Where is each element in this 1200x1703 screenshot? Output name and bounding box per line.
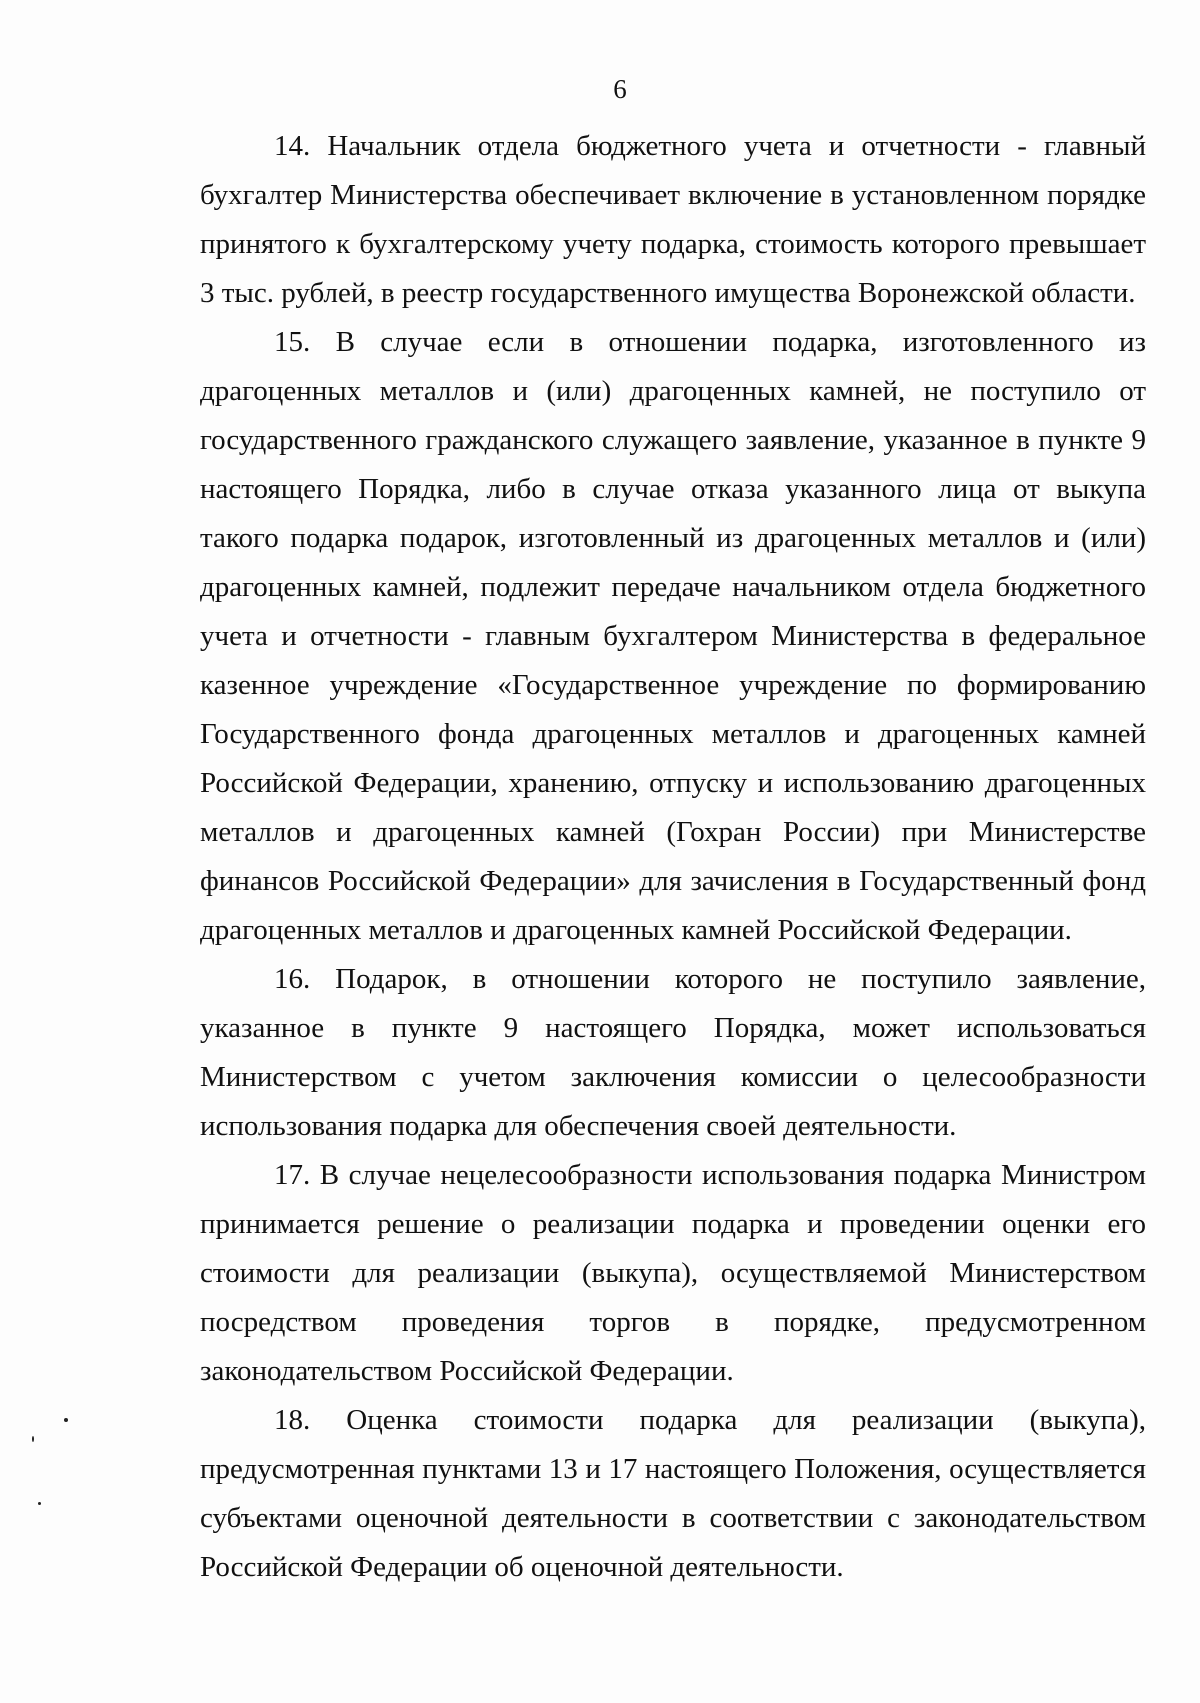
paragraph-17: 17. В случае нецелесообразности использования подарка Министром принимается решение о реализации подарка и проведении оценки его стоимости для реализации (выкупа), осуществляемой Министерством посредством проведения торгов в порядке, предусмотренном законодательством Российской Федерации. xyxy=(200,1159,1146,1387)
paragraph-18: 18. Оценка стоимости подарка для реализации (выкупа), предусмотренная пунктами 13 и 17 настоящего Положения, осуществляется субъектами оценочной деятельности в соответствии с законодательством Российской Федерации об оценочной деятельности. xyxy=(200,1404,1146,1583)
paragraph-16: 16. Подарок, в отношении которого не поступило заявление, указанное в пункте 9 настоящего Порядка, может использоваться Министерством с учетом заключения комиссии о целесообразности использования подарка для обеспечения своей деятельности. xyxy=(200,963,1146,1142)
paragraph-15: 15. В случае если в отношении подарка, изготовленного из драгоценных металлов и (или) драгоценных камней, не поступило от государственного гражданского служащего заявление, указанное в пункте 9 настоящего Порядка, либо в случае отказа указанного лица от выкупа такого подарка подарок, изготовленный из драгоценных металлов и (или) драгоценных камней, подлежит передаче начальником отдела бюджетного учета и отчетности - главным бухгалтером Министерства в федеральное казенное учреждение «Государственное учреждение по формированию Государственного фонда драгоценных металлов и драгоценных камней Российской Федерации, хранению, отпуску и использованию драгоценных металлов и драгоценных камней (Гохран России) при Министерстве финансов Российской Федерации» для зачисления в Государственный фонд драгоценных металлов и драгоценных камней Российской Федерации. xyxy=(200,326,1146,946)
scan-speck xyxy=(64,1418,68,1422)
paragraph-14: 14. Начальник отдела бюджетного учета и отчетности - главный бухгалтер Министерства обеспечивает включение в установленном порядке принятого к бухгалтерскому учету подарка, стоимость которого превышает 3 тыс. рублей, в реестр государственного имущества Воронежской области. xyxy=(200,130,1146,309)
scan-speck xyxy=(32,1436,34,1442)
document-body xyxy=(200,122,1146,1592)
scan-speck xyxy=(38,1502,41,1505)
page-number: 6 xyxy=(613,74,627,104)
